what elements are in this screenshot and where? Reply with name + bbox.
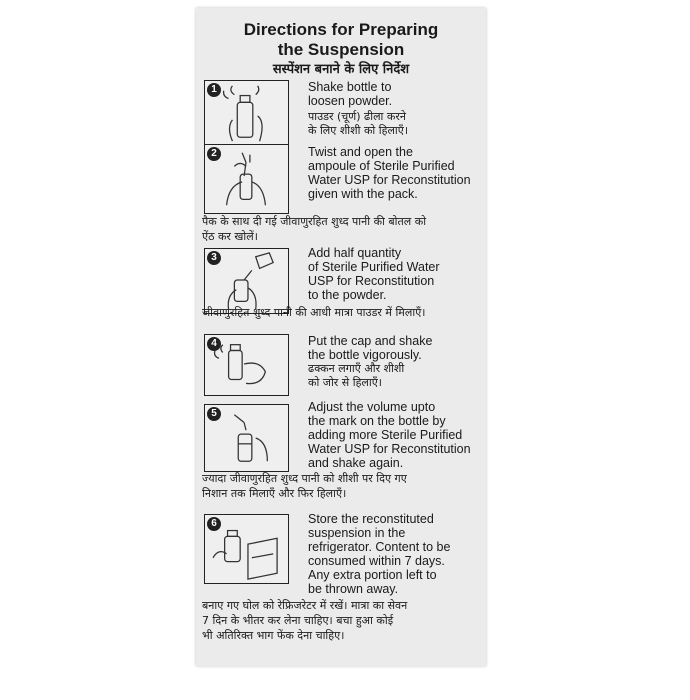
step-5-illustration: [204, 404, 289, 472]
step-4-hindi: ढक्कन लगाएँ और शीशी को जोर से हिलाएँ।: [308, 362, 405, 389]
step-1-text: Shake bottle to loosen powder.: [308, 80, 393, 108]
step-4-illustration: [204, 334, 289, 396]
step-3-text: Add half quantity of Sterile Purified Water USP for Reconstitution to the powder.: [308, 246, 440, 302]
step-6-text: Store the reconstituted suspension in the refrigerator. Content to be consumed within 7 days. Any extra portion left to be thrown away.: [308, 512, 451, 596]
step-1-number: 1: [207, 83, 221, 97]
step-6-illustration: [204, 514, 289, 584]
step-4-text: Put the cap and shake the bottle vigorously.: [308, 334, 433, 362]
step-4-number: 4: [207, 337, 221, 351]
cap-shake-icon: [205, 335, 288, 395]
step-6-hindi: बनाए गए घोल को रेफ्रिजरेटर में रखें। मात्रा का सेवन 7 दिन के भीतर कर लेना चाहिए। बचा हुआ कोई भी अतिरिक्त भाग फेंक देना चाहिए।: [202, 599, 408, 642]
bottle-shake-icon: [205, 81, 288, 147]
step-2-number: 2: [207, 147, 221, 161]
step-3-number: 3: [207, 251, 221, 265]
title-line-1: Directions for Preparing: [243, 20, 439, 39]
step-5-hindi: ज्यादा जीवाणुरहित शुध्द पानी को शीशी पर दिए गए निशान तक मिलाएँ और फिर हिलाएँ।: [202, 472, 407, 500]
step-2-hindi: पैक के साथ दी गई जीवाणुरहित शुध्द पानी की बोतल को ऐंठ कर खोलें।: [202, 215, 427, 243]
step-1-hindi: पाउडर (चूर्ण) ढीला करने के लिए शीशी को हिलाएँ।: [308, 110, 409, 137]
pour-water-icon: [205, 249, 288, 313]
step-1-illustration: [204, 80, 289, 148]
directions-leaflet: [196, 8, 486, 666]
step-2-text: Twist and open the ampoule of Sterile Purified Water USP for Reconstitution given with the pack.: [308, 145, 471, 201]
title-hindi: सस्पेंशन बनाने के लिए निर्देश: [272, 62, 410, 77]
refrigerator-store-icon: [205, 515, 288, 583]
step-5-number: 5: [207, 407, 221, 421]
step-6-number: 6: [207, 517, 221, 531]
ampoule-twist-icon: [205, 145, 288, 213]
title-line-2: the Suspension: [277, 40, 405, 59]
step-2-illustration: [204, 144, 289, 214]
step-3-hindi: जीवाणुरहित शुध्द पानी की आधी मात्रा पाउडर में मिलाएँ।: [202, 306, 426, 319]
step-5-text: Adjust the volume upto the mark on the bottle by adding more Sterile Purified Water USP for Reconstitution and shake again.: [308, 400, 471, 470]
adjust-volume-icon: [205, 405, 288, 471]
